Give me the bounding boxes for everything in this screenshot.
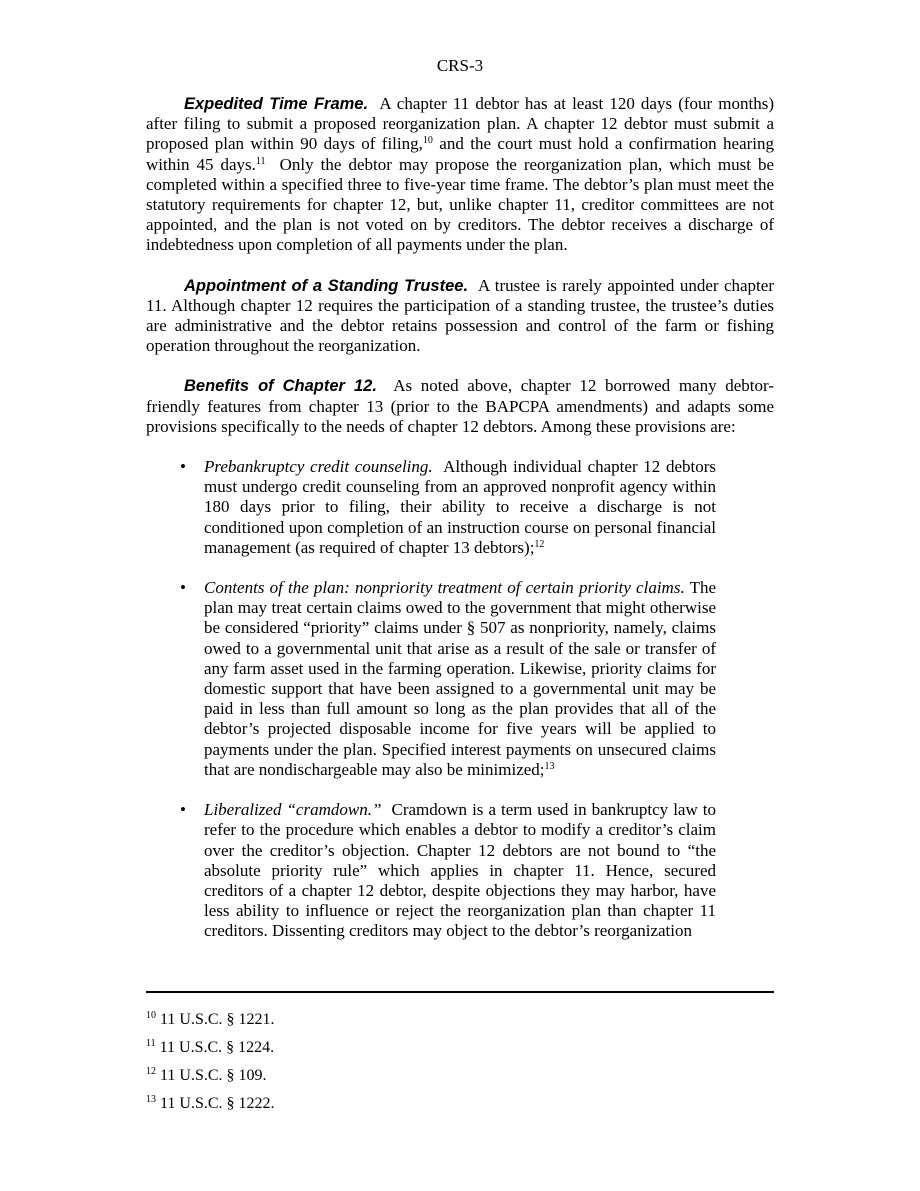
list-item [180,800,716,941]
paragraph-text: Only the debtor may propose the reorganization plan, which must be completed within a specified three to five-year time frame. The debtor’s plan must meet the statutory requirements for chapter 12, but, unlike chapter 11, creditor committees are not appointed, and the plan is not voted on by creditors. The debtor receives a discharge of indebtedness upon completion of all payments under the plan. [146,154,774,255]
bullet-text: Although individual chapter 12 debtors must undergo credit counseling from an approved nonprofit agency within 180 days prior to filing, their ability to receive a discharge is not conditioned upon completion of an instruction course on personal financial management (as required of chapter 13 debtors); [204,457,716,557]
footnote-text: 11 U.S.C. § 109. [160,1067,267,1084]
footnote-number: 11 [146,1038,156,1049]
provisions-list [146,457,774,941]
footnote-text: 11 U.S.C. § 1221. [160,1011,275,1028]
footnote-text: 11 U.S.C. § 1222. [160,1095,275,1112]
bullet-text: Cramdown is a term used in bankruptcy law to refer to the procedure which enables a debtor to modify a creditor’s claim over the creditor’s objection. Chapter 12 debtors are not bound to “the absolute priority rule” which applies in chapter 11. Hence, secured creditors of a chapter 12 debtor, despite objections they may harbor, have less ability to influence or reject the reorganization plan than chapter 11 creditors. Dissenting creditors may object to the debtor’s reorganization [204,800,716,941]
paragraph-heading: Expedited Time Frame. [184,95,369,113]
bullet-title: Liberalized “cramdown.” [204,800,382,820]
footnote-reference[interactable]: 11 [255,155,266,167]
paragraph-text: and the court must hold a confirmation hearing within 45 days. [146,134,774,174]
footnote-number: 10 [146,1010,156,1021]
footnote-reference[interactable]: 12 [534,538,545,550]
footnote [146,1094,774,1114]
bullet-title: Prebankruptcy credit counseling. [204,457,433,477]
paragraph-expedited-time-frame [146,94,774,256]
footnote [146,1066,774,1086]
footnote [146,1010,774,1030]
paragraph-heading: Appointment of a Standing Trustee. [184,276,469,295]
footnote [146,1038,774,1058]
footnote-text: 11 U.S.C. § 1224. [159,1039,275,1056]
page-number-header: CRS-3 [436,56,484,75]
footnotes-section [146,1010,774,1122]
bullet-icon: • [180,800,186,820]
footnote-reference[interactable]: 13 [544,760,555,772]
paragraph-standing-trustee [146,276,774,357]
bullet-icon: • [180,578,186,598]
bullet-title: Contents of the plan: nonpriority treatment of certain priority claims. [204,578,685,598]
footnote-number: 12 [146,1066,156,1077]
bullet-icon: • [180,457,186,477]
bullet-text: The plan may treat certain claims owed to the government that might otherwise be considered “priority” claims under § 507 as nonpriority, namely, claims owed to a governmental unit that arise as a result of the sale or transfer of any farm asset used in the farming operation. Likewise, priority claims for domestic support that have been assigned to a governmental unit may be paid in less than full amount so long as the plan provides that all of the debtor’s projected disposable income for five years will be applied to payments under the plan. Specified interest payments on unsecured claims that are nondischargeable may also be minimized; [204,578,716,779]
list-item [180,578,716,780]
footnote-number: 13 [146,1094,156,1105]
footnote-reference[interactable]: 10 [422,135,433,147]
paragraph-text: A chapter 11 debtor has at least 120 days (four months) after filing to submit a proposed reorganization plan. A chapter 12 debtor must submit a proposed plan within 90 days of filing, [146,94,775,154]
document-body [146,94,774,942]
paragraph-benefits-chapter-12 [146,376,774,437]
list-item [180,457,716,558]
footnote-divider [146,991,774,993]
paragraph-text: As noted above, chapter 12 borrowed many debtor-friendly features from chapter 13 (prior to the BAPCPA amendments) and adapts some provisions specifically to the needs of chapter 12 debtors. Among these provisions are: [146,376,774,436]
paragraph-heading: Benefits of Chapter 12. [184,377,377,396]
paragraph-text: A trustee is rarely appointed under chapter 11. Although chapter 12 requires the participation of a standing trustee, the trustee’s duties are administrative and the debtor retains possession and control of the farm or fishing operation throughout the reorganization. [146,275,774,356]
